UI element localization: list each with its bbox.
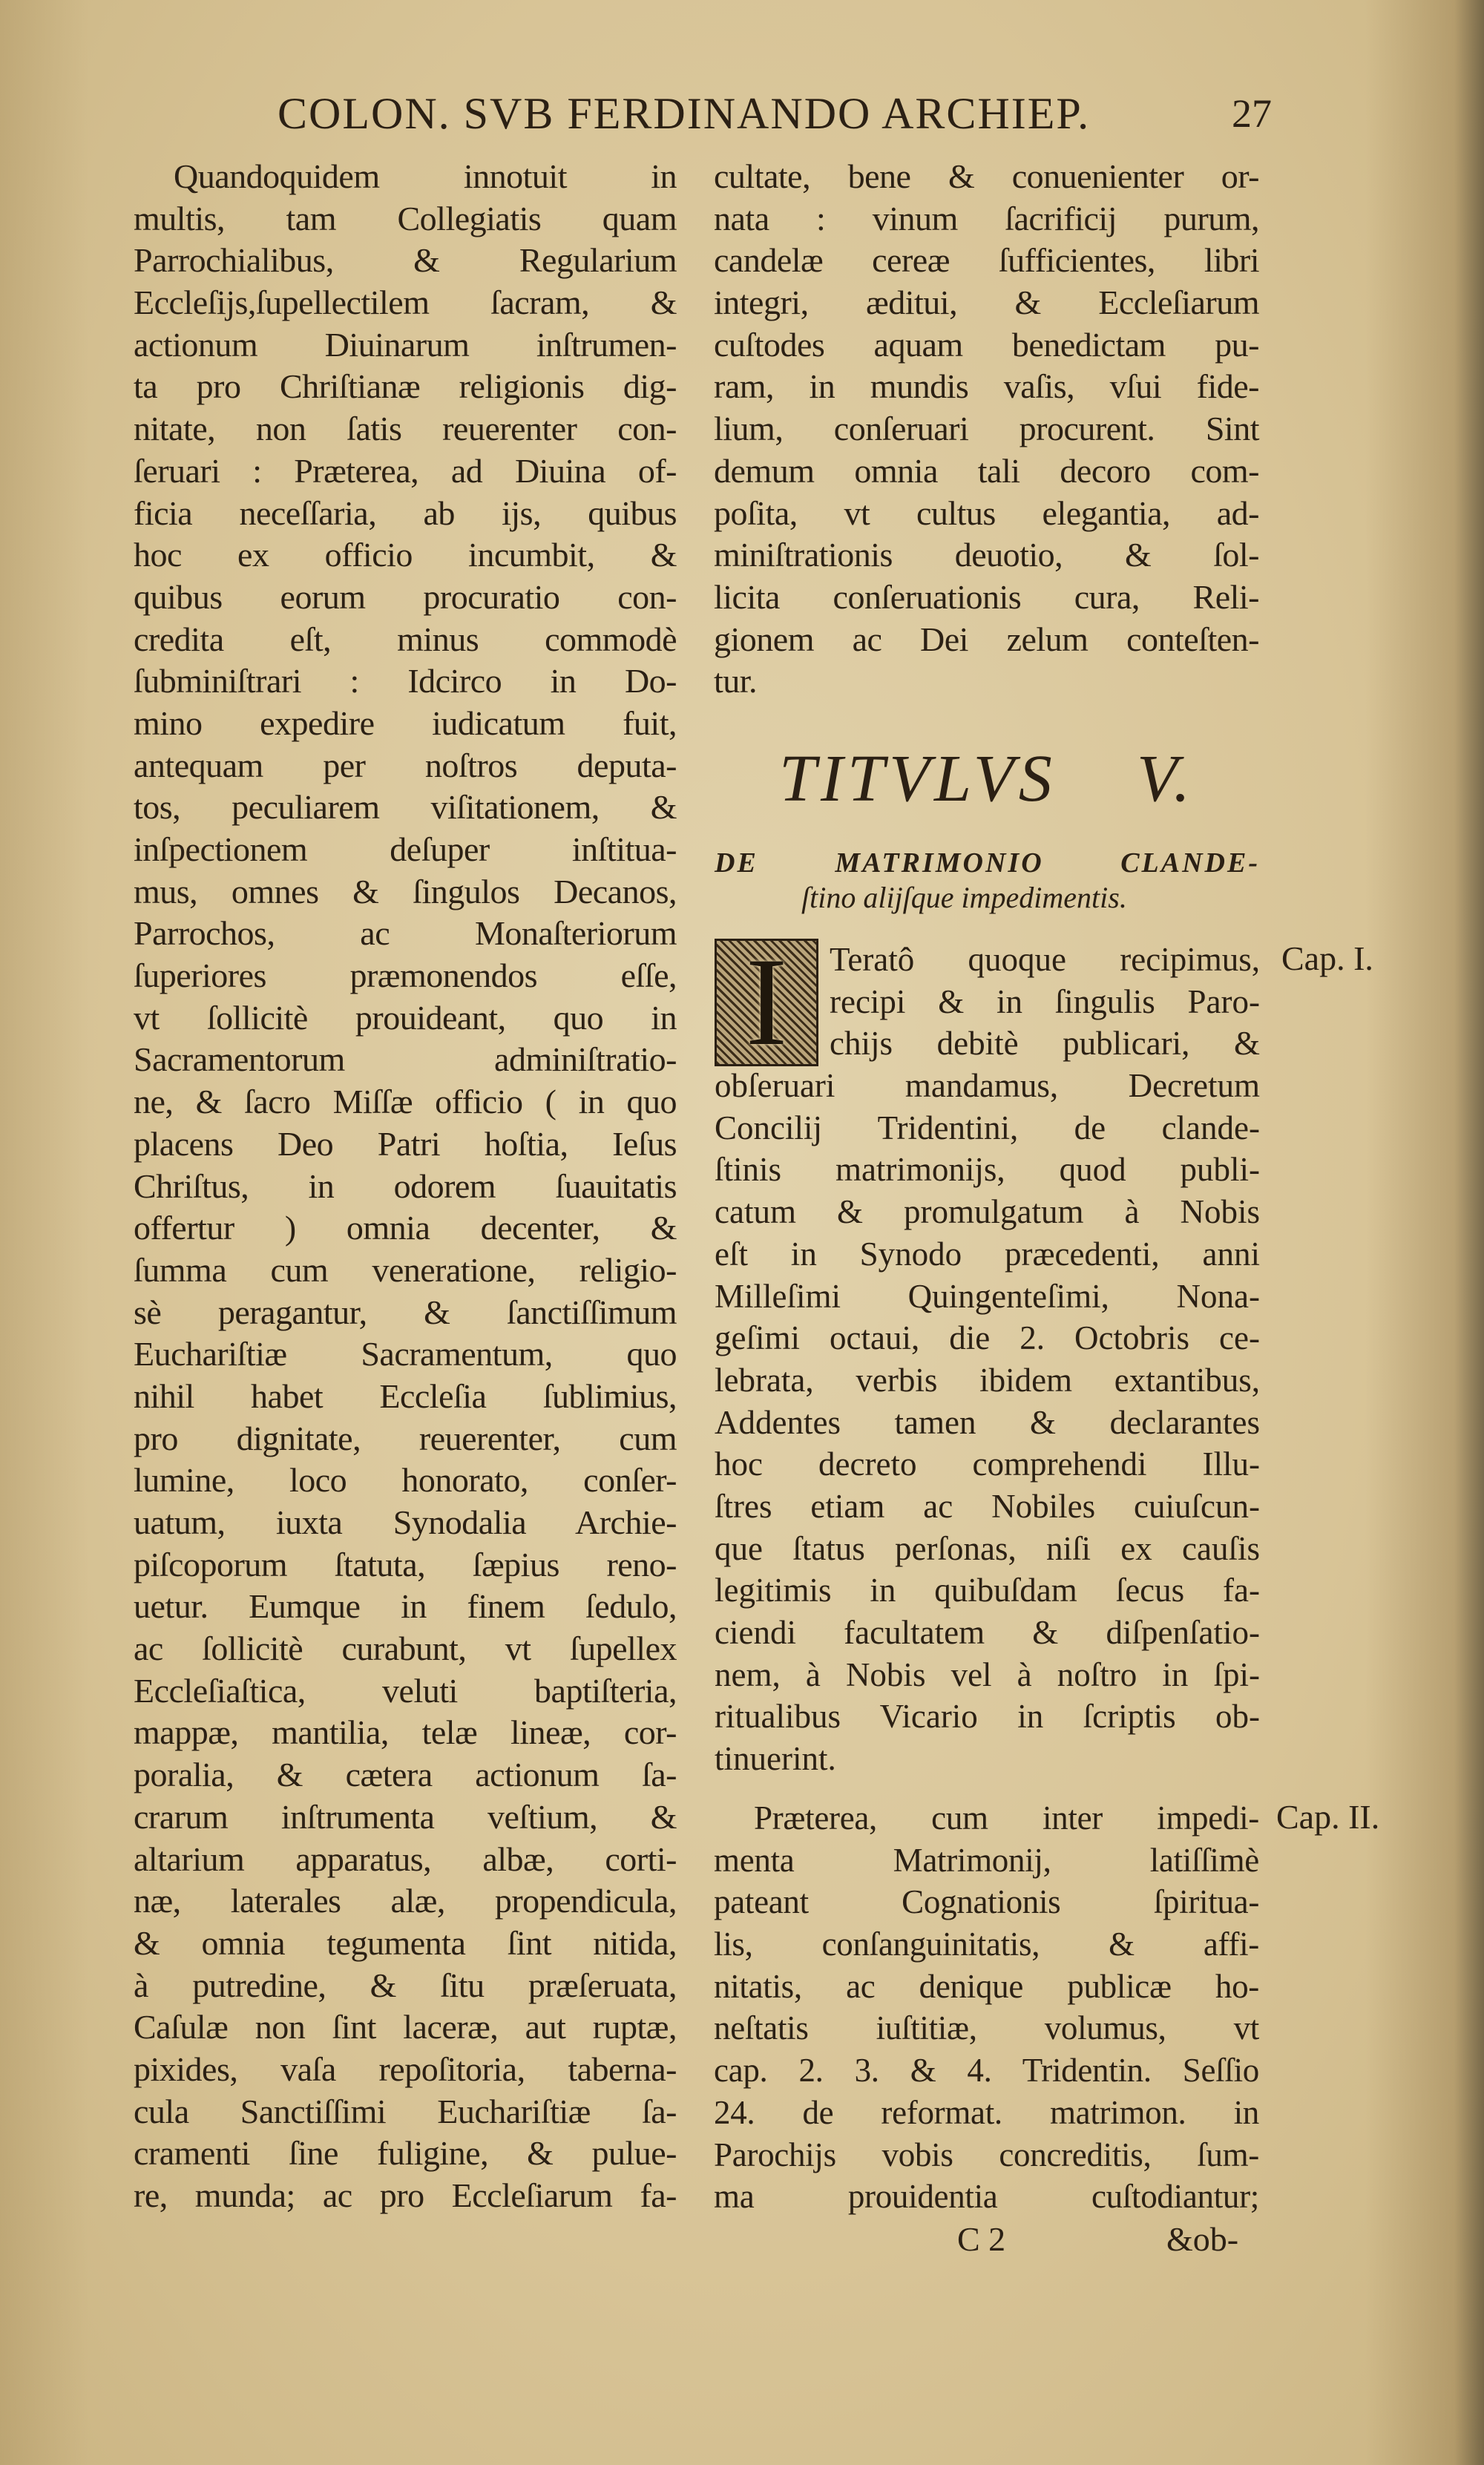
text-line: nata : vinum ſacrificij purum,: [714, 199, 1259, 237]
text-line: mus, omnes & ſingulos Decanos,: [134, 872, 677, 910]
text-line: Euchariſtiæ Sacramentum, quo: [134, 1335, 677, 1373]
text-line: Teratô quoque recipimus,: [830, 941, 1260, 978]
margin-label-cap-2: Cap. II.: [1276, 1798, 1380, 1836]
text-line: à putredine, & ſitu præſeruata,: [134, 1966, 677, 2004]
text-line: Addentes tamen & declarantes: [715, 1403, 1260, 1441]
text-line: hoc decreto comprehendi Illu-: [715, 1445, 1260, 1483]
text-line: multis, tam Collegiatis quam: [134, 199, 677, 237]
text-line: demum omnia tali decoro com-: [714, 451, 1259, 490]
text-line: Concilij Tridentini, de clande-: [715, 1109, 1260, 1146]
text-line: ſumma cum veneratione, religio-: [134, 1250, 677, 1289]
text-line: pro dignitate, reuerenter, cum: [134, 1419, 677, 1457]
text-line: pateant Cognationis ſpiritua-: [714, 1883, 1259, 1921]
signature-mark: C 2: [957, 2220, 1006, 2258]
left-column: [134, 156, 677, 2217]
text-line: 24. de reformat. matrimon. in: [714, 2093, 1259, 2131]
text-line: antequam per noſtros deputa-: [134, 746, 677, 784]
text-line: eſt in Synodo præcedenti, anni: [715, 1235, 1260, 1273]
text-line: Parrochialibus, & Regularium: [134, 241, 677, 280]
text-line: & omnia tegumenta ſint nitida,: [134, 1923, 677, 1962]
right-column-continuation: [714, 156, 1259, 703]
text-line: Parochijs vobis concreditis, ſum-: [714, 2136, 1259, 2173]
text-line: Quandoquidem innotuit in: [174, 157, 677, 195]
text-line: ſubminiſtrari : Idcirco in Do-: [134, 662, 677, 700]
text-line: Chriſtus, in odorem ſuauitatis: [134, 1166, 677, 1205]
text-line: ta pro Chriſtianæ religionis dig-: [134, 367, 677, 406]
text-line: ſuperiores præmonendos eſſe,: [134, 956, 677, 995]
catchword: &ob-: [1166, 2220, 1239, 2258]
text-line: re, munda; ac pro Eccleſiarum fa-: [134, 2176, 677, 2214]
text-line: actionum Diuinarum inſtrumen-: [134, 325, 677, 364]
text-line: menta Matrimonij, latiſſimè: [714, 1841, 1259, 1879]
chapter-2-text: [714, 1797, 1259, 2218]
text-line: ſtres etiam ac Nobiles cuiuſcun-: [715, 1487, 1260, 1525]
text-line: tos, peculiarem viſitationem, &: [134, 788, 677, 827]
text-line: ficia neceſſaria, ab ijs, quibus: [134, 493, 677, 532]
text-line: Eccleſiaſtica, veluti baptiſteria,: [134, 1671, 677, 1710]
text-line: miniſtrationis deuotio, & ſol-: [714, 536, 1259, 574]
text-line: obſeruari mandamus, Decretum: [715, 1067, 1260, 1105]
drop-cap-letter: I: [745, 932, 788, 1071]
text-line: sè peragantur, & ſanctiſſimum: [134, 1293, 677, 1331]
text-line: Eccleſijs,ſupellectilem ſacram, &: [134, 283, 677, 322]
margin-label-cap-1: Cap. I.: [1281, 939, 1373, 977]
text-line: lium, conſeruari procurent. Sint: [714, 410, 1259, 448]
text-line: ac ſollicitè curabunt, vt ſupellex: [134, 1629, 677, 1668]
text-line: næ, laterales alæ, propendicula,: [134, 1882, 677, 1920]
text-line: integri, æditui, & Eccleſiarum: [714, 283, 1259, 322]
text-line: cultate, bene & conuenienter or-: [714, 157, 1259, 195]
text-line: uetur. Eumque in finem ſedulo,: [134, 1587, 677, 1626]
text-line: cramenti ſine fuligine, & pulue-: [134, 2134, 677, 2173]
running-header: COLON. SVB FERDINANDO ARCHIEP.: [278, 89, 1091, 138]
text-line: Parrochos, ac Monaſteriorum: [134, 914, 677, 953]
text-line: lis, conſanguinitatis, & affi-: [714, 1926, 1259, 1963]
text-line: candelæ cereæ ſufficientes, libri: [714, 241, 1259, 280]
text-line: nihil habet Eccleſia ſublimius,: [134, 1376, 677, 1415]
text-line: lumine, loco honorato, conſer-: [134, 1461, 677, 1500]
text-line: ma prouidentia cuſtodiantur;: [714, 2178, 1259, 2216]
text-line: piſcoporum ſtatuta, ſæpius reno-: [134, 1545, 677, 1583]
text-line: ſtinis matrimonijs, quod publi-: [715, 1151, 1260, 1189]
text-line: altarium apparatus, albæ, corti-: [134, 1839, 677, 1878]
text-line: nitate, non ſatis reuerenter con-: [134, 410, 677, 448]
text-line: cula Sanctiſſimi Euchariſtiæ ſa-: [134, 2092, 677, 2130]
section-title: TITVLVS V.: [779, 742, 1195, 815]
text-line: ritualibus Vicario in ſcriptis ob-: [715, 1698, 1260, 1736]
text-line: vt ſollicitè prouideant, quo in: [134, 998, 677, 1037]
text-line: credita eſt, minus commodè: [134, 620, 677, 658]
text-line: tur.: [714, 662, 758, 700]
page-number: 27: [1232, 91, 1272, 136]
text-line: que ſtatus perſonas, niſi ex cauſis: [715, 1529, 1260, 1567]
section-subtitle-line1: DE MATRIMONIO CLANDE-: [715, 847, 1260, 879]
text-line: ciendi facultatem & diſpenſatio-: [715, 1614, 1260, 1651]
text-line: ne, & ſacro Miſſæ officio ( in quo: [134, 1083, 677, 1121]
text-line: chijs debitè publicari, &: [830, 1025, 1260, 1063]
text-line: gionem ac Dei zelum conteſten-: [714, 620, 1259, 658]
text-line: legitimis in quibuſdam ſecus fa-: [715, 1572, 1260, 1609]
text-line: nitatis, ac denique publicæ ho-: [714, 1967, 1259, 2005]
text-line: Milleſimi Quingenteſimi, Nona-: [715, 1277, 1260, 1315]
text-line: hoc ex officio incumbit, &: [134, 536, 677, 574]
text-line: uatum, iuxta Synodalia Archie-: [134, 1503, 677, 1541]
text-line: tinuerint.: [715, 1740, 836, 1778]
text-line: catum & promulgatum à Nobis: [715, 1193, 1260, 1231]
text-line: crarum inſtrumenta veſtium, &: [134, 1797, 677, 1836]
text-line: cuſtodes aquam benedictam pu-: [714, 325, 1259, 364]
text-line: cap. 2. 3. & 4. Tridentin. Seſſio: [714, 2052, 1259, 2090]
text-line: ram, in mundis vaſis, vſui fide-: [714, 367, 1259, 406]
text-line: Sacramentorum adminiſtratio-: [134, 1040, 677, 1079]
text-line: mappæ, mantilia, telæ lineæ, cor-: [134, 1713, 677, 1752]
text-line: geſimi octaui, die 2. Octobris ce-: [715, 1319, 1260, 1357]
text-line: recipi & in ſingulis Paro-: [830, 982, 1260, 1020]
text-line: Præterea, cum inter impedi-: [754, 1799, 1259, 1837]
text-line: inſpectionem deſuper inſtitua-: [134, 830, 677, 868]
text-line: neſtatis iuſtitiæ, volumus, vt: [714, 2009, 1259, 2047]
text-line: quibus eorum procuratio con-: [134, 577, 677, 616]
text-line: pixides, vaſa repoſitoria, taberna-: [134, 2049, 677, 2088]
text-line: poralia, & cætera actionum ſa-: [134, 1756, 677, 1794]
text-line: mino expedire iudicatum fuit,: [134, 703, 677, 742]
text-line: ſeruari : Præterea, ad Diuina of-: [134, 451, 677, 490]
text-line: Caſulæ non ſint laceræ, aut ruptæ,: [134, 2008, 677, 2046]
text-line: lebrata, verbis ibidem extantibus,: [715, 1361, 1260, 1399]
text-line: poſita, vt cultus elegantia, ad-: [714, 493, 1259, 532]
text-line: offertur ) omnia decenter, &: [134, 1209, 677, 1247]
text-line: placens Deo Patri hoſtia, Ieſus: [134, 1124, 677, 1163]
section-subtitle-line2: ſtino alijſque impedimentis.: [801, 881, 1127, 914]
text-line: licita conſeruationis cura, Reli-: [714, 577, 1259, 616]
chapter-1-text: [715, 939, 1260, 1780]
text-line: nem, à Nobis vel à noſtro in ſpi-: [715, 1655, 1260, 1693]
